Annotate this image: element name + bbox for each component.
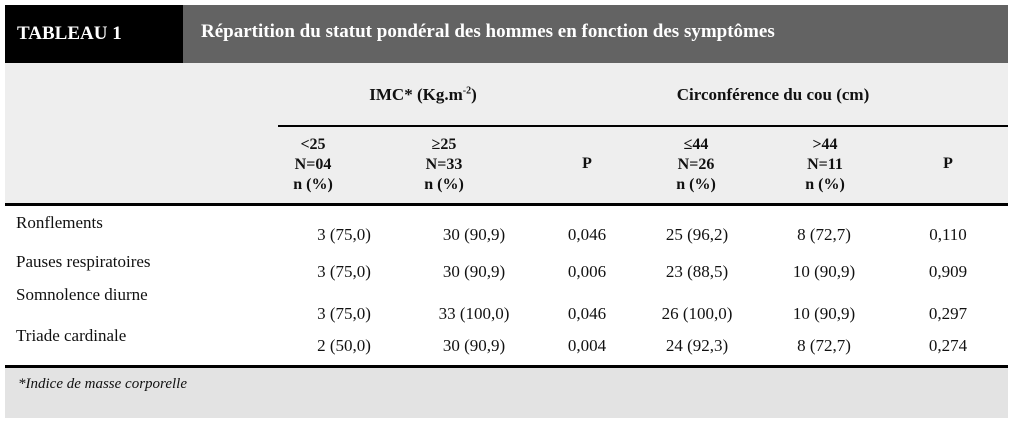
table-cell: 24 (92,3) (665, 336, 729, 355)
table-cell: 0,297 (928, 304, 968, 323)
table-cell: 0,274 (928, 336, 968, 355)
col-header-imc-ge25: ≥25 N=33 n (%) (424, 136, 464, 193)
table-cell: 30 (90,9) (442, 262, 506, 281)
table-cell: 3 (75,0) (317, 304, 371, 323)
col-header-p-imc: P (582, 155, 592, 172)
col-header-cou-le44: ≤44 N=26 n (%) (676, 136, 716, 193)
footnote: *Indice de masse corporelle (18, 376, 187, 392)
table-cell: 0,004 (567, 336, 607, 355)
table-cell: 30 (90,9) (442, 225, 506, 244)
table-cell: 8 (72,7) (797, 336, 851, 355)
table-cell: 0,006 (567, 262, 607, 281)
table-title: Répartition du statut pondéral des hommes en fonction des symptômes (201, 21, 775, 42)
col-header-p-cou: P (943, 155, 953, 172)
group-header-cou: Circonférence du cou (cm) (676, 85, 870, 104)
table-label: TABLEAU 1 (5, 5, 183, 63)
row-label-pauses: Pauses respiratoires (16, 252, 151, 271)
table-footer (5, 368, 1008, 418)
col-header-cou-gt44: >44 N=11 n (%) (805, 136, 845, 193)
row-label-somnolence: Somnolence diurne (16, 285, 148, 304)
row-label-triade: Triade cardinale (16, 326, 127, 345)
table-cell: 10 (90,9) (792, 262, 856, 281)
table-cell: 33 (100,0) (438, 304, 510, 323)
table-cell: 0,110 (929, 225, 967, 244)
table-cell: 23 (88,5) (665, 262, 729, 281)
table-cell: 10 (90,9) (792, 304, 856, 323)
group-header-imc: IMC* $(Kg.m^{-2})$ (369, 85, 477, 104)
table-cell: 3 (75,0) (317, 225, 371, 244)
table-cell: 26 (100,0) (661, 304, 733, 323)
table-cell: 0,046 (567, 304, 607, 323)
table-cell: 30 (90,9) (442, 336, 506, 355)
table-cell: 2 (50,0) (317, 336, 371, 355)
row-label-ronflements: Ronflements (16, 213, 103, 232)
table-cell: 8 (72,7) (797, 225, 851, 244)
header-rule (278, 125, 1008, 127)
table-cell: 3 (75,0) (317, 262, 371, 281)
table-cell: 0,909 (928, 262, 968, 281)
col-header-imc-lt25: <25 N=04 n (%) (293, 136, 333, 193)
table-cell: 25 (96,2) (665, 225, 729, 244)
header-bottom-rule (5, 203, 1008, 206)
table-title-bar (5, 5, 1008, 63)
table-cell: 0,046 (567, 225, 607, 244)
